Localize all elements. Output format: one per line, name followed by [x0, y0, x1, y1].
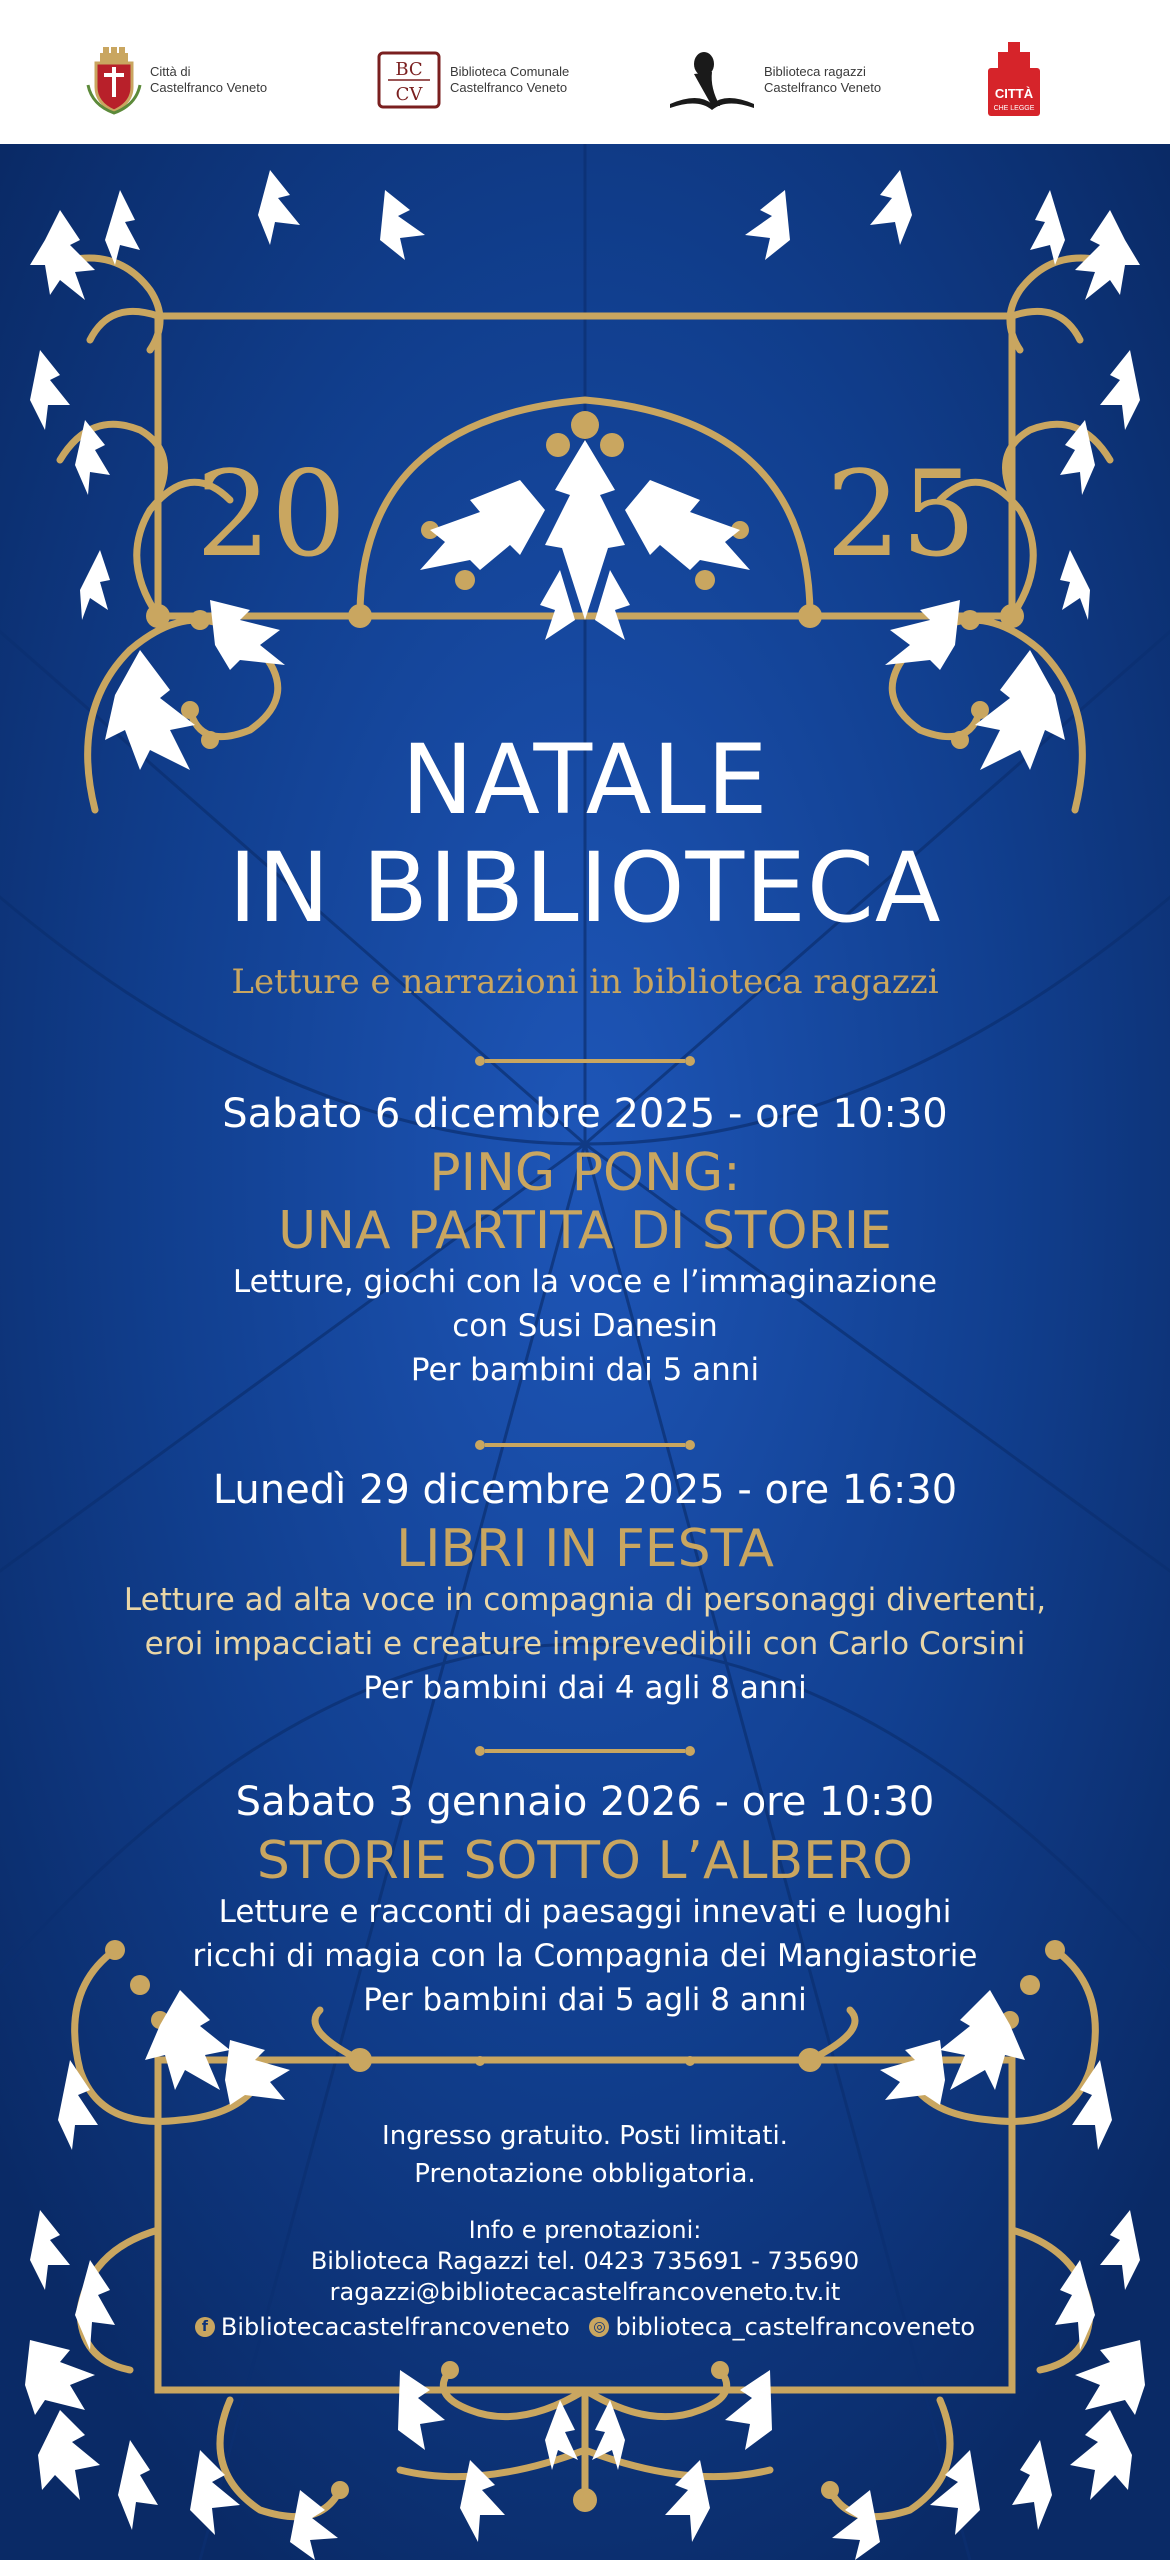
access-line1: Ingresso gratuito. Posti limitati.	[382, 2121, 788, 2151]
bccv-monogram-icon	[376, 50, 442, 110]
badge-line2: CHE LEGGE	[993, 105, 1035, 112]
divider-1	[475, 1056, 695, 1066]
facebook-link[interactable]	[195, 2312, 570, 2343]
info-phone: Biblioteca Ragazzi tel. 0423 735691 - 735690	[310, 2247, 860, 2275]
event-1-title-line2: UNA PARTITA DI STORIE	[278, 1201, 892, 1261]
event-1-desc-line2: con Susi Danesin	[452, 1308, 718, 1344]
divider-3	[475, 1746, 695, 1756]
reader-silhouette-icon	[668, 48, 756, 112]
event-2	[0, 1466, 1170, 1710]
monogram-bottom: CV	[395, 84, 423, 105]
logo-comunale-line2: Castelfranco Veneto	[450, 80, 568, 95]
logo-citta-castelfranco	[86, 40, 267, 120]
logo-citta-line2: Castelfranco Veneto	[150, 80, 268, 95]
instagram-handle: biblioteca_castelfrancoveneto	[615, 2312, 976, 2341]
logo-biblioteca-ragazzi	[668, 40, 881, 120]
title-line1: NATALE	[401, 724, 769, 836]
divider-4	[475, 2056, 695, 2066]
access-line2: Prenotazione obbligatoria.	[414, 2159, 756, 2189]
event-2-desc-line1: Letture ad alta voce in compagnia di personaggi divertenti,	[123, 1582, 1047, 1618]
instagram-link[interactable]	[589, 2312, 975, 2343]
logo-citta-text	[150, 64, 267, 96]
logo-citta-line1: Città di	[150, 64, 191, 79]
event-2-date: Lunedì 29 dicembre 2025 - ore 16:30	[212, 1467, 958, 1513]
event-2-audience: Per bambini dai 4 agli 8 anni	[363, 1670, 807, 1706]
event-3	[0, 1778, 1170, 2022]
event-3-date: Sabato 3 gennaio 2026 - ore 10:30	[235, 1779, 935, 1825]
facebook-handle: Bibliotecacastelfrancoveneto	[220, 2312, 570, 2341]
event-1	[0, 1090, 1170, 1392]
logo-bar	[0, 0, 1170, 144]
info-heading: Info e prenotazioni:	[468, 2216, 702, 2244]
event-1-title-line1: PING PONG:	[429, 1143, 741, 1203]
info-email[interactable]: ragazzi@bibliotecacastelfrancoveneto.tv.it	[329, 2278, 841, 2306]
event-1-date: Sabato 6 dicembre 2025 - ore 10:30	[222, 1091, 948, 1137]
event-2-title: LIBRI IN FESTA	[396, 1519, 774, 1579]
subtitle: Letture e narrazioni in biblioteca ragazzi	[231, 962, 939, 1002]
info-block	[0, 2215, 1170, 2343]
event-1-desc-line1: Letture, giochi con la voce e l’immaginazione	[232, 1264, 938, 1300]
logo-ragazzi-line2: Castelfranco Veneto	[764, 80, 882, 95]
event-3-desc-line1: Letture e racconti di paesaggi innevati e luoghi	[218, 1894, 952, 1930]
event-1-audience: Per bambini dai 5 anni	[410, 1352, 760, 1388]
access-notice	[0, 2117, 1170, 2193]
logo-biblioteca-comunale	[376, 40, 569, 120]
logo-citta-che-legge	[986, 40, 1042, 120]
divider-2	[475, 1440, 695, 1450]
event-3-audience: Per bambini dai 5 agli 8 anni	[363, 1982, 807, 2018]
event-2-desc-line2: eroi impacciati e creature imprevedibili con Carlo Corsini	[144, 1626, 1026, 1662]
monogram-top: BC	[395, 59, 423, 80]
year-left: 20	[196, 445, 347, 583]
logo-ragazzi-line1: Biblioteca ragazzi	[764, 64, 866, 79]
logo-ragazzi-text	[764, 64, 881, 96]
event-3-desc-line2: ricchi di magia con la Compagnia dei Mangiastorie	[192, 1938, 978, 1974]
event-3-title: STORIE SOTTO L’ALBERO	[256, 1831, 914, 1891]
title-line2: IN BIBLIOTECA	[228, 832, 942, 944]
logo-comunale-line1: Biblioteca Comunale	[450, 64, 570, 79]
main-title	[0, 726, 1170, 942]
facebook-icon: f	[195, 2317, 215, 2337]
social-row	[0, 2308, 1170, 2343]
logo-comunale-text	[450, 64, 569, 96]
badge-line1: CITTÀ	[994, 86, 1034, 101]
year-right: 25	[826, 445, 977, 583]
coat-of-arms-icon	[86, 45, 142, 115]
instagram-icon: ◎	[589, 2317, 609, 2337]
citta-che-legge-icon	[986, 40, 1042, 120]
